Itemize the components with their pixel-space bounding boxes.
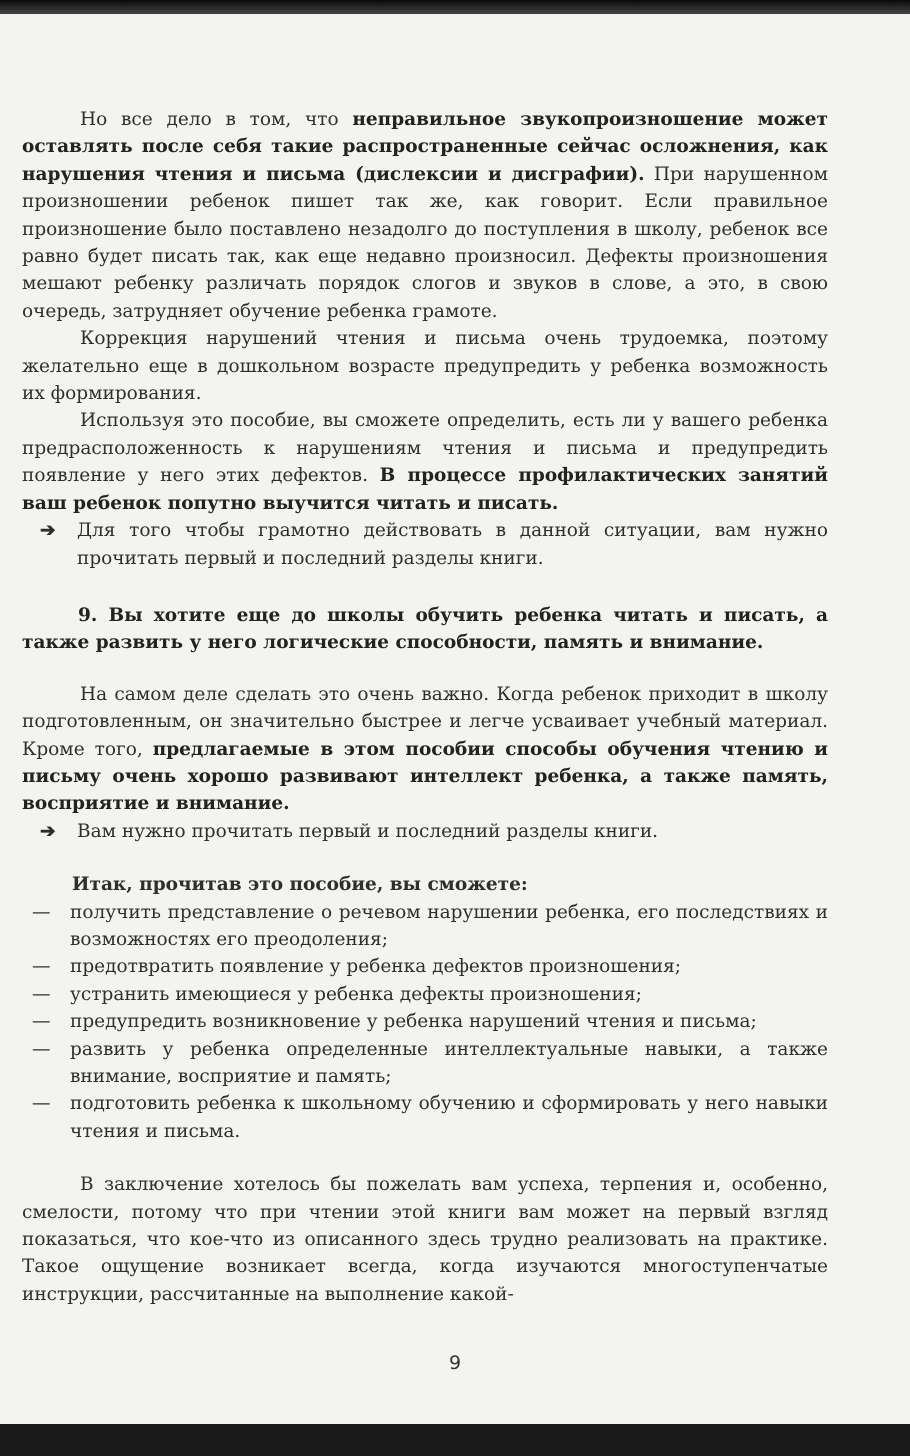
summary-list: [22, 899, 828, 1146]
scan-top-edge: [0, 0, 910, 14]
spacer: [22, 1145, 828, 1171]
dash-icon: —: [32, 1011, 51, 1033]
list-item: — предотвратить появление у ребенка дефектов произношения;: [22, 953, 828, 980]
conclusion-paragraph: В заключение хотелось бы пожелать вам успеха, терпения и, особенно, смелости, потому что при чтении этой книги вам может на первый взгляд показаться, что кое-что из описанного здесь трудно реализовать на практике. Такое ощущение возникает всегда, когда изучаются многоступенчатые инструкции, рассчитанные на выполнение какой-: [22, 1174, 828, 1305]
arrow-note-1: ➔ Для того чтобы грамотно действовать в данной ситуации, вам нужно прочитать первый и последний разделы книги.: [22, 517, 828, 572]
arrow-icon: ➔: [40, 520, 56, 542]
page-number: 9: [448, 1352, 462, 1374]
list-item: — устранить имеющиеся у ребенка дефекты произношения;: [22, 981, 828, 1008]
bold-emphasis: предлагаемые в этом пособии способы обучения чтению и письму очень хорошо развивают интеллект ребенка, а также память, восприятие и внимание.: [22, 738, 828, 815]
arrow-icon: ➔: [40, 820, 56, 842]
list-item: — подготовить ребенка к школьному обучению и сформировать у него навыки чтения и письма.: [22, 1090, 828, 1145]
bold-emphasis: неправильное звукопроизношение может оставлять после себя такие распространенные сейчас осложнения, как нарушения чтения и письма (дислексии и дисграфии).: [22, 109, 829, 185]
dash-icon: —: [32, 901, 51, 923]
list-item: — развить у ребенка определенные интеллектуальные навыки, а также внимание, восприятие и память;: [22, 1036, 828, 1091]
intro-paragraph-3: Используя это пособие, вы сможете определить, есть ли у вашего ребенка предрасположенность к нарушениям чтения и письма и предупредить появление у него этих дефектов. В процессе профилактических занятий ваш ребенок попутно выучится читать и писать.: [22, 410, 828, 514]
book-page: [0, 14, 910, 1424]
dash-icon: —: [32, 983, 51, 1005]
section-heading-9: 9. Вы хотите еще до школы обучить ребенка читать и писать, а также развить у него логические способности, память и внимание.: [22, 604, 828, 654]
dash-icon: —: [32, 1093, 51, 1115]
list-item: — предупредить возникновение у ребенка нарушений чтения и письма;: [22, 1008, 828, 1035]
intro-paragraph-2: Коррекция нарушений чтения и письма очень трудоемка, поэтому желательно еще в дошкольном возрасте предупредить у ребенка возможность их формирования.: [22, 328, 828, 405]
spacer: [22, 845, 828, 871]
dash-icon: —: [32, 956, 51, 978]
bold-emphasis: В процессе профилактических занятий ваш ребенок попутно выучится читать и писать.: [22, 465, 828, 514]
intro-paragraph-1: Но все дело в том, что неправильное звукопроизношение может оставлять после себя такие распространенные сейчас осложнения, как нарушения чтения и письма (дислексии и дисграфии). При нарушенном произношении ребенок пишет так же, как говорит. Если правильное произношение было поставлено незадолго до поступления в школу, ребенок все равно будет писать так, как еще недавно произносил. Дефекты произношения мешают ребенку различать порядок слогов и звуков в слове, а это, в свою очередь, затрудняет обучение ребенка грамоте.: [22, 109, 829, 322]
list-item: — получить представление о речевом нарушении ребенка, его последствиях и возможностях его преодоления;: [22, 899, 828, 954]
section9-paragraph: На самом деле сделать это очень важно. Когда ребенок приходит в школу подготовленным, он значительно быстрее и легче усваивает учебный материал. Кроме того, предлагаемые в этом пособии способы обучения чтению и письму очень хорошо развивают интеллект ребенка, а также память, восприятие и внимание.: [22, 683, 828, 815]
dash-icon: —: [32, 1038, 51, 1060]
arrow-note-2: ➔ Вам нужно прочитать первый и последний разделы книги.: [22, 818, 828, 845]
page-body: [22, 106, 828, 1308]
summary-lead: Итак, прочитав это пособие, вы сможете:: [72, 874, 528, 896]
